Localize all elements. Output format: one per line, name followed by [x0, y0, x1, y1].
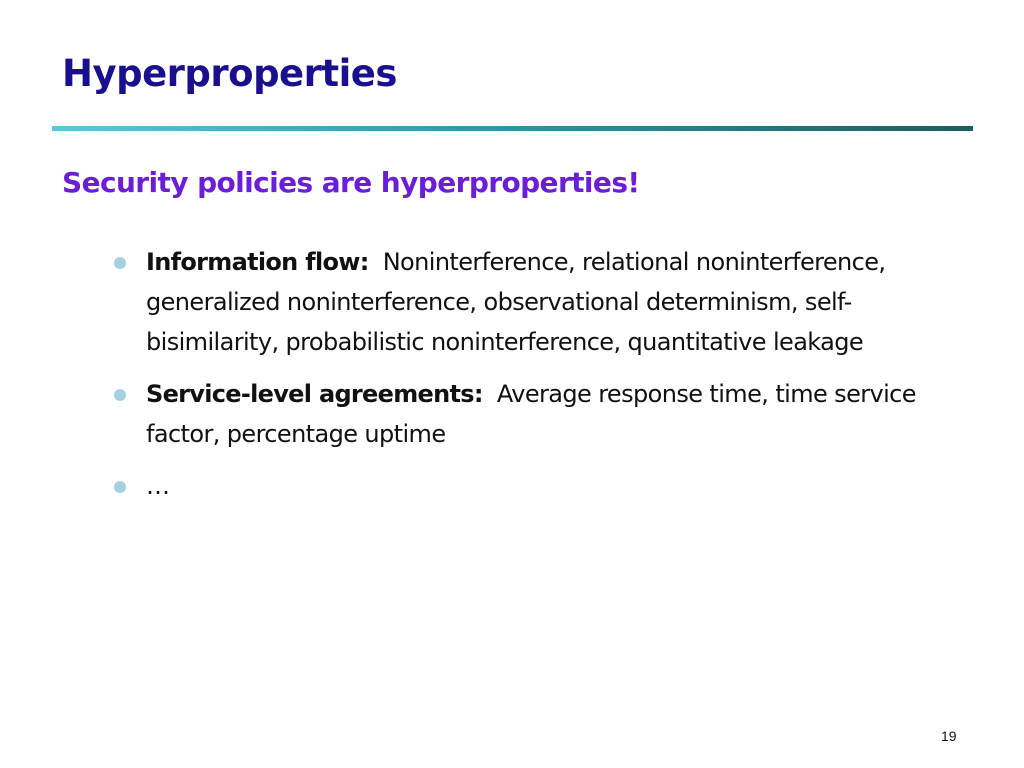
slide-subtitle: Security policies are hyperproperties!: [62, 166, 640, 199]
bullet-item-information-flow: [110, 242, 940, 362]
bullet-term: Service-level agreements:: [146, 380, 483, 408]
bullet-text: …: [146, 472, 170, 500]
bullet-dot-icon: [114, 481, 126, 493]
bullet-dot-icon: [114, 257, 126, 269]
bullet-text: Noninterference, relational noninterference, generalized noninterference, observational determinism, self-bisimilarity, probabilistic noninterference, quantitative leakage: [146, 248, 886, 356]
bullet-dot-icon: [114, 389, 126, 401]
page-number: 19: [941, 728, 957, 744]
bullet-text: Average response time, time service factor, percentage uptime: [146, 380, 916, 448]
bullet-list: [110, 242, 940, 518]
bullet-item-service-level-agreements: [110, 374, 940, 454]
title-divider: [52, 126, 973, 131]
bullet-term: Information flow:: [146, 248, 369, 276]
slide-title: Hyperproperties: [62, 52, 397, 95]
bullet-item-ellipsis: [110, 466, 940, 506]
